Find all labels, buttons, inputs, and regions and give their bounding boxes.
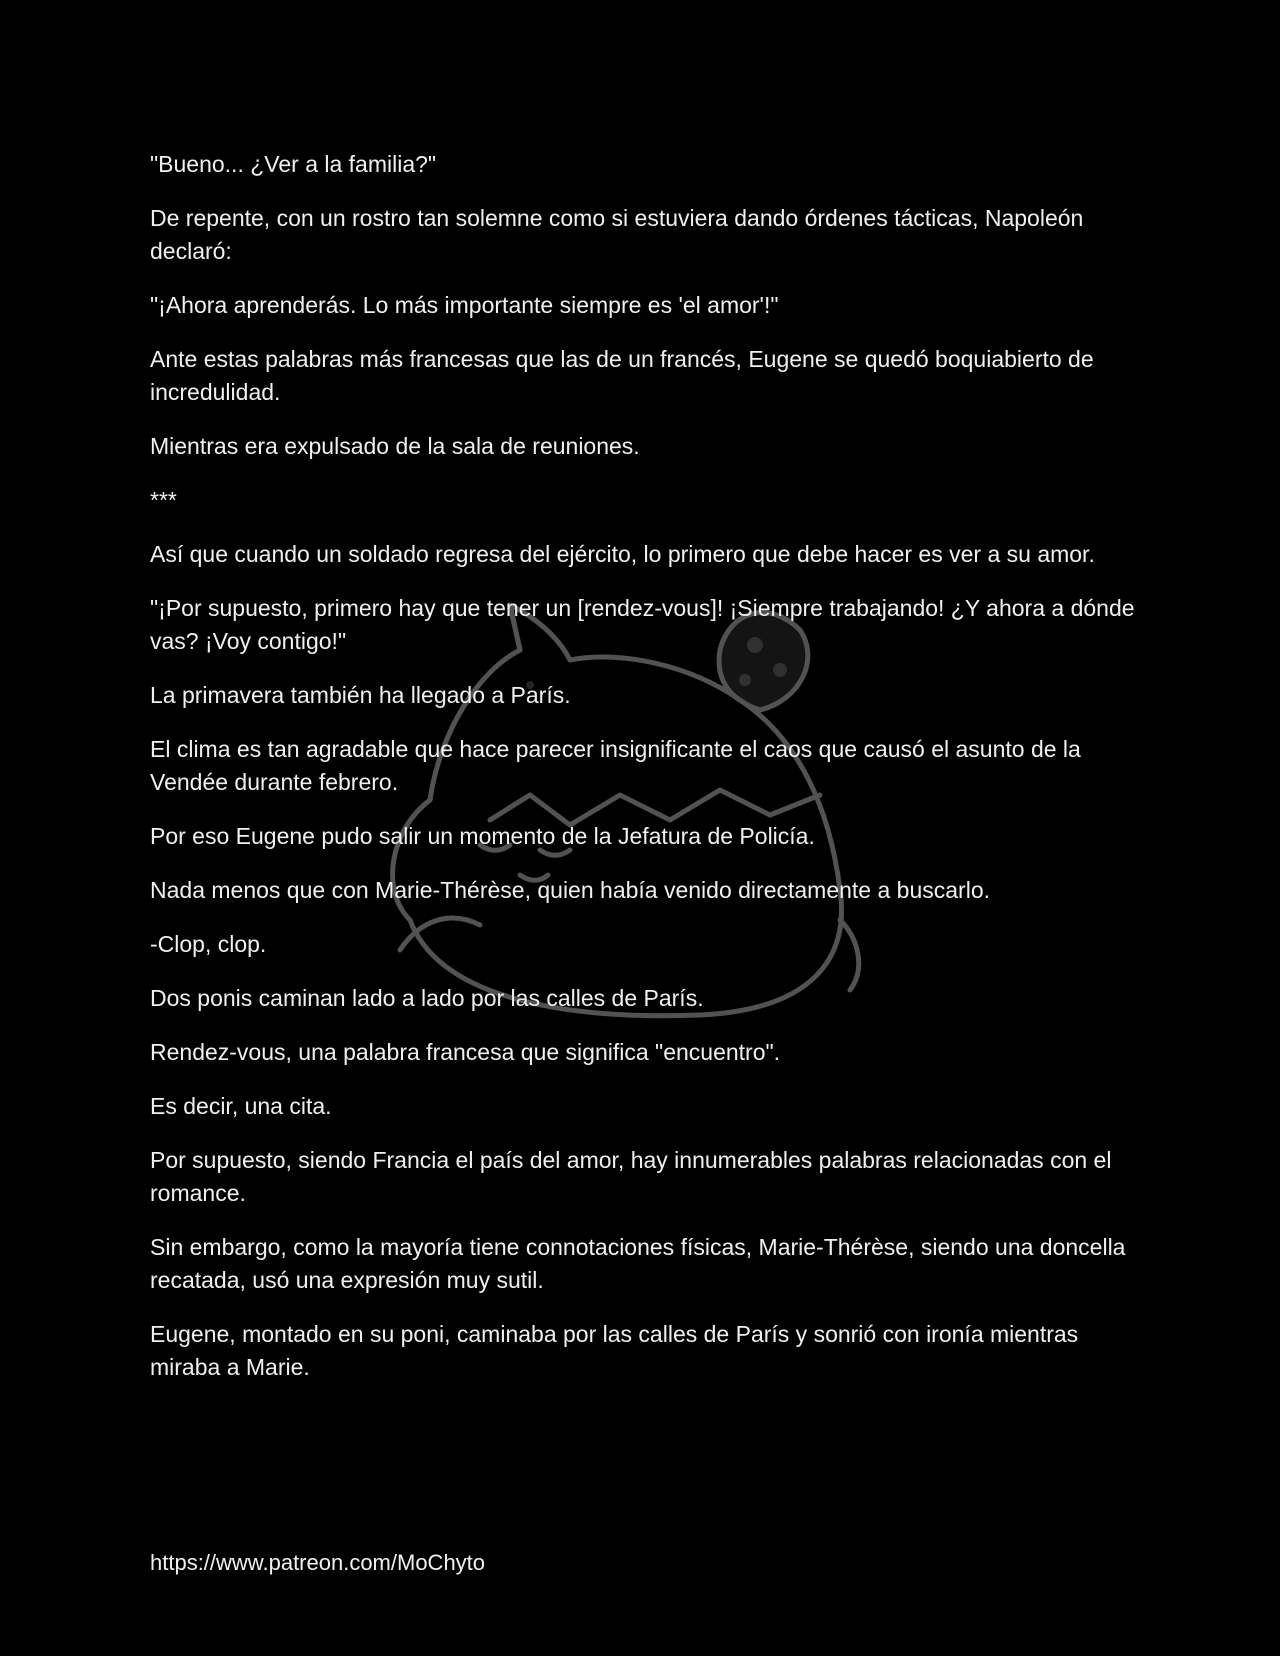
paragraph: Mientras era expulsado de la sala de reuniones.: [150, 433, 640, 459]
paragraph: Sin embargo, como la mayoría tiene connotaciones físicas, Marie-Thérèse, siendo una doncella recatada, usó una expresión muy sutil.: [150, 1234, 1126, 1293]
paragraph: El clima es tan agradable que hace parecer insignificante el caos que causó el asunto de la Vendée durante febrero.: [150, 736, 1081, 795]
paragraph: Ante estas palabras más francesas que las de un francés, Eugene se quedó boquiabierto de incredulidad.: [150, 346, 1094, 405]
paragraph: Por supuesto, siendo Francia el país del amor, hay innumerables palabras relacionadas con el romance.: [150, 1147, 1112, 1206]
paragraph: Es decir, una cita.: [150, 1093, 332, 1119]
paragraph: La primavera también ha llegado a París.: [150, 682, 571, 708]
paragraph: "¡Por supuesto, primero hay que tener un [rendez-vous]! ¡Siempre trabajando! ¿Y ahora a dónde vas? ¡Voy contigo!": [150, 595, 1135, 654]
paragraph: Dos ponis caminan lado a lado por las calles de París.: [150, 985, 704, 1011]
chapter-text: [150, 148, 1140, 1405]
paragraph: Nada menos que con Marie-Thérèse, quien había venido directamente a buscarlo.: [150, 877, 990, 903]
scene-break: ***: [150, 487, 177, 513]
paragraph: Así que cuando un soldado regresa del ejército, lo primero que debe hacer es ver a su amor.: [150, 541, 1095, 567]
paragraph: "¡Ahora aprenderás. Lo más importante siempre es 'el amor'!": [150, 292, 779, 318]
paragraph: "Bueno... ¿Ver a la familia?": [150, 151, 437, 177]
paragraph: Rendez-vous, una palabra francesa que significa "encuentro".: [150, 1039, 781, 1065]
paragraph: De repente, con un rostro tan solemne como si estuviera dando órdenes tácticas, Napoleón declaró:: [150, 205, 1084, 264]
paragraph: -Clop, clop.: [150, 931, 267, 957]
paragraph: Por eso Eugene pudo salir un momento de la Jefatura de Policía.: [150, 823, 815, 849]
paragraph: Eugene, montado en su poni, caminaba por las calles de París y sonrió con ironía mientras miraba a Marie.: [150, 1321, 1079, 1380]
patreon-link[interactable]: https://www.patreon.com/MoChyto: [150, 1550, 486, 1575]
